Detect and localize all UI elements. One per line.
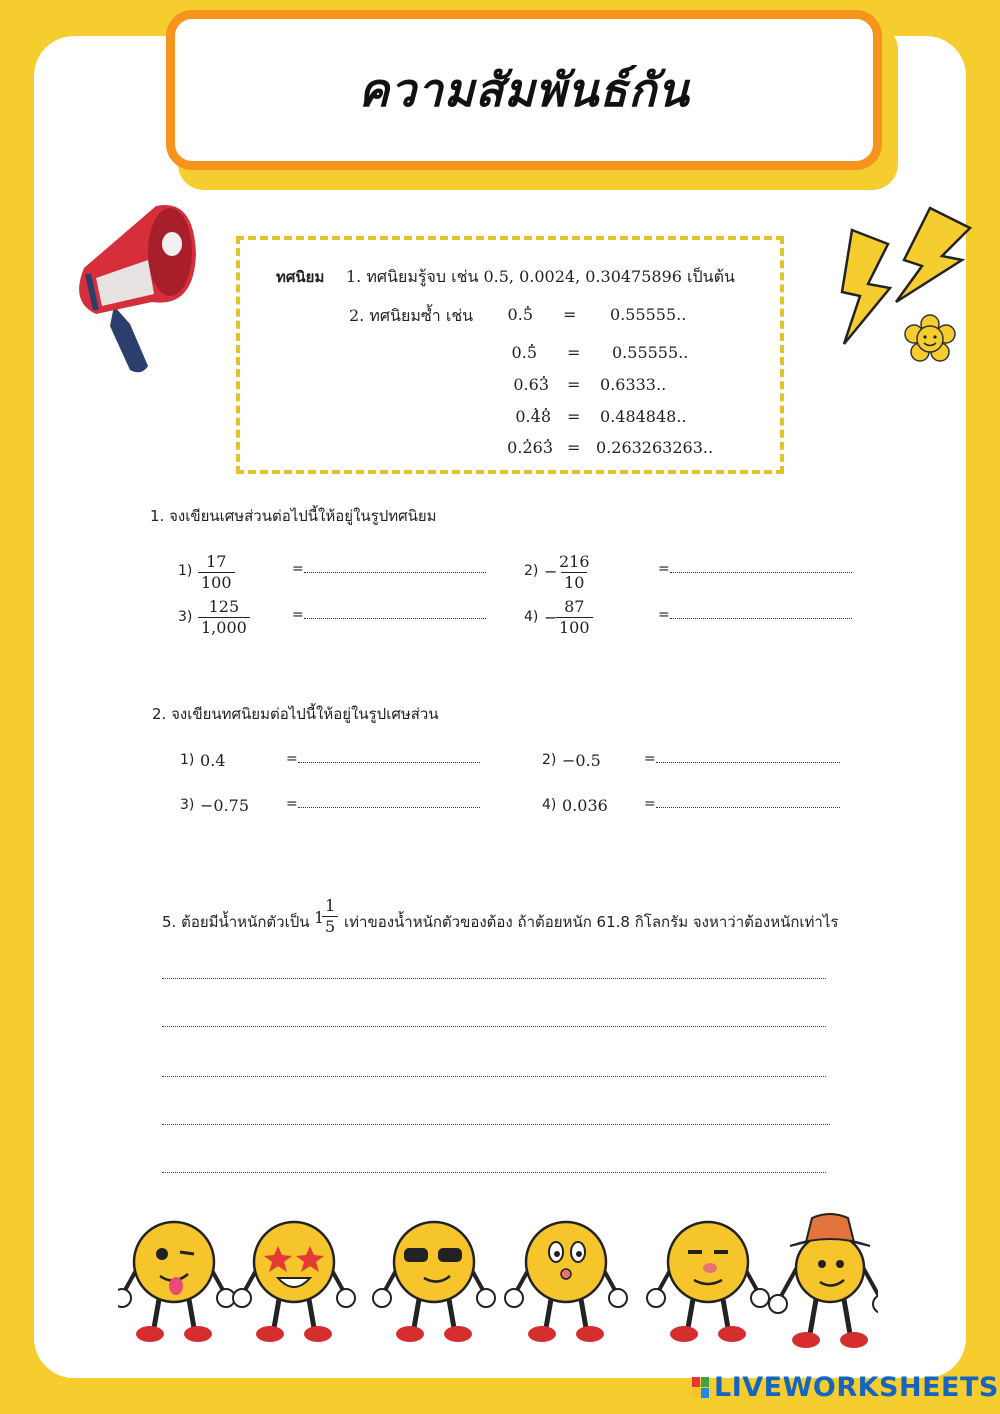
item-number: 4) [524,609,539,625]
fraction [556,597,593,638]
expanded-decimal: 0.484848.. [600,407,687,426]
item-number: 3) [178,609,193,625]
repeating-decimal-label: 2. ทศนิยมซ้ำ เช่น [349,306,474,325]
flower-icon [904,314,956,362]
liveworksheets-logo-icon [692,1377,710,1399]
item-number: 4) [542,797,557,813]
answer-blank[interactable]: = [644,750,840,767]
question-5-fraction [322,896,338,937]
answer-blank[interactable]: = [286,750,480,767]
answer-line[interactable] [162,1172,826,1173]
minus-sign: − [544,562,558,581]
fraction [198,597,250,638]
question-5-text: เท่าของน้ำหนักตัวของต้อง ถ้าต้อยหนัก 61.8 กิโลกรัม จงหาว่าต้องหนักเท่าไร [344,913,839,931]
expanded-decimal: 0.55555.. [612,343,689,362]
question-5-numerator: 1 [325,896,336,915]
expanded-decimal: 0.55555.. [610,305,687,324]
fraction [556,552,593,593]
denominator: 100 [556,617,593,638]
answer-line[interactable] [162,1076,826,1077]
numerator: 87 [564,597,585,616]
denominator: 10 [561,572,587,593]
item-number: 1) [178,563,193,579]
decimal-value: 0.036 [562,796,608,815]
repeating-decimal-value: 0.4 .8 . [491,407,551,426]
item-number: 2) [542,752,557,768]
decimal-value: −0.5 [562,751,601,770]
item-number: 2) [524,563,539,579]
equals-sign: = [563,305,577,324]
numerator: 216 [559,552,590,571]
denominator: 1,000 [198,617,250,638]
megaphone-icon [66,198,200,376]
repeating-decimal-value: 0.5 . [473,305,533,324]
item-number: 1) [180,752,195,768]
terminating-decimal-example: 1. ทศนิยมรู้จบ เช่น 0.5, 0.0024, 0.30475896 เป็นต้น [346,267,735,286]
answer-blank[interactable]: = [658,606,852,623]
liveworksheets-logo: LIVEWORKSHEETS [714,1372,999,1403]
answer-line[interactable] [162,978,826,979]
equals-sign: = [567,375,581,394]
example-label: ทศนิยม [276,268,325,286]
equals-sign: = [567,407,581,426]
answer-blank[interactable]: = [292,560,486,577]
page-title: ความสัมพันธ์กัน [358,62,690,117]
emoji-character-icon [118,1200,878,1350]
decimal-value: −0.75 [200,796,250,815]
decimal-value: 0.4 [200,751,226,770]
answer-blank[interactable]: = [286,795,480,812]
answer-blank[interactable]: = [644,795,840,812]
repeating-decimal-value: 0.63 . [489,375,549,394]
expanded-decimal: 0.6333.. [600,375,667,394]
question-5-denominator: 5 [322,916,338,937]
question-5-whole-number: 1 [314,908,325,927]
numerator: 125 [208,597,240,616]
answer-blank[interactable]: = [658,560,852,577]
question-1-title: 1. จงเขียนเศษส่วนต่อไปนี้ให้อยู่ในรูปทศนิยม [150,507,437,525]
fraction [198,552,235,593]
question-2-title: 2. จงเขียนทศนิยมต่อไปนี้ให้อยู่ในรูปเศษส่วน [152,705,439,723]
title-box [166,10,882,170]
expanded-decimal: 0.263263263.. [596,438,714,457]
equals-sign: = [567,343,581,362]
denominator: 100 [198,572,235,593]
question-5-prefix: 5. ต้อยมีน้ำหนักตัวเป็น [162,913,310,931]
answer-line[interactable] [162,1026,826,1027]
answer-line[interactable] [162,1124,830,1125]
equals-sign: = [567,438,581,457]
minus-sign: − [544,608,558,627]
repeating-decimal-value: 0.5 . [477,343,537,362]
answer-blank[interactable]: = [292,606,486,623]
repeating-decimal-value: 0.2 .63 . [493,438,553,457]
numerator: 17 [206,552,227,571]
item-number: 3) [180,797,195,813]
